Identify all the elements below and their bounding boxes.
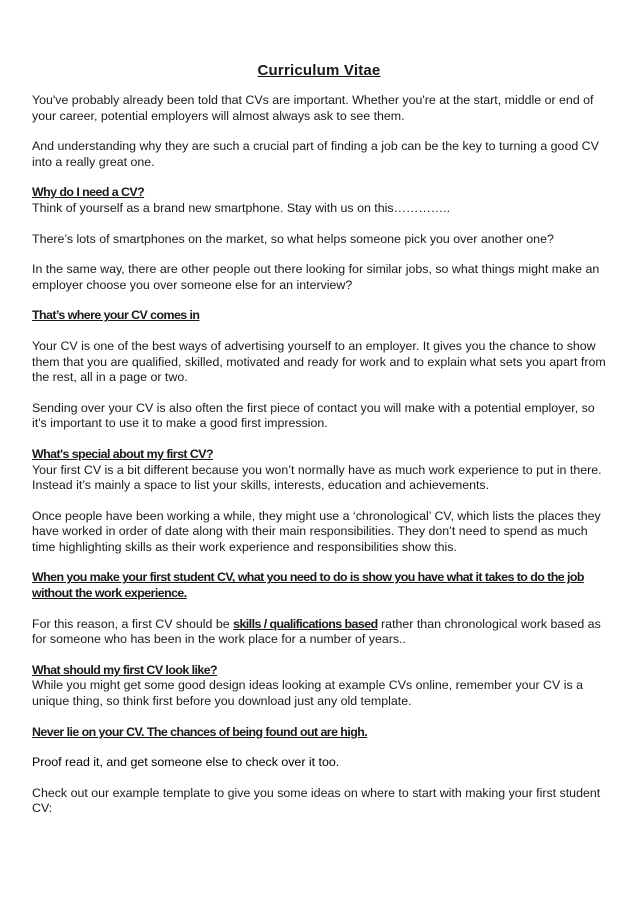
skills-based-post: rather than chronological work based as for someone who has been in the work place for a number of years.. [32,616,601,647]
template-paragraph: Check out our example template to give you some ideas on where to start with making your first student CV: [32,785,601,816]
skills-based-paragraph [32,617,606,648]
heading-cv-comes-in: That’s where your CV comes in [32,308,200,323]
first-cv-different-paragraph: Your first CV is a bit different because you won’t normally have as much work experience to put in there. Instead it’s mainly a space to list your skills, interests, education and achievements. [32,462,602,493]
understanding-paragraph: And understanding why they are such a crucial part of finding a job can be the key to turning a good CV into a really great one. [32,139,599,169]
same-way-paragraph: In the same way, there are other people out there looking for similar jobs, so what things might make an employer choose you over someone else for an interview? [32,262,600,292]
heading-first-cv-special: What's special about my first CV? [32,446,214,461]
smartphones-market-paragraph: There’s lots of smartphones on the market, so what helps someone pick you over another one? [32,231,554,246]
first-contact-paragraph: Sending over your CV is also often the first piece of contact you will make with a potential employer, so it's important to use it to make a good first impression. [32,400,595,431]
heading-never-lie: Never lie on your CV. The chances of being found out are high. [32,724,368,739]
chronological-paragraph: Once people have been working a while, they might use a ‘chronological’ CV, which lists the places they have worked in order of date along with their main responsibilities. They don’t need to spend as much time highlighting skills as their work experience and responsibilities show this. [32,508,601,554]
smartphone-paragraph: Think of yourself as a brand new smartphone. Stay with us on this………….. [32,200,451,215]
heading-student-cv: When you make your first student CV, what you need to do is show you have what it takes to do the job without the work experience. [32,570,584,601]
heading-cv-look: What should my first CV look like? [32,662,218,677]
skills-based-emphasis: skills / qualifications based [233,616,378,631]
document-title: Curriculum Vitae [257,62,381,79]
advertising-paragraph: Your CV is one of the best ways of advertising yourself to an employer. It gives you the chance to show them that you are qualified, skilled, motivated and ready for work and to explain what sets you apart from the rest, all in a page or two. [32,338,606,385]
skills-based-pre: For this reason, a first CV should be [32,616,234,631]
design-ideas-paragraph: While you might get some good design ideas looking at example CVs online, remember your CV is a unique thing, so think first before you download just any old template. [32,678,583,709]
intro-paragraph: You've probably already been told that CVs are important. Whether you're at the start, middle or end of your career, potential employers will almost always ask to see them. [32,93,594,123]
document-page [32,62,606,817]
heading-why-need-cv: Why do I need a CV? [32,185,145,200]
proof-read-paragraph: Proof read it, and get someone else to check over it too. [32,755,340,770]
